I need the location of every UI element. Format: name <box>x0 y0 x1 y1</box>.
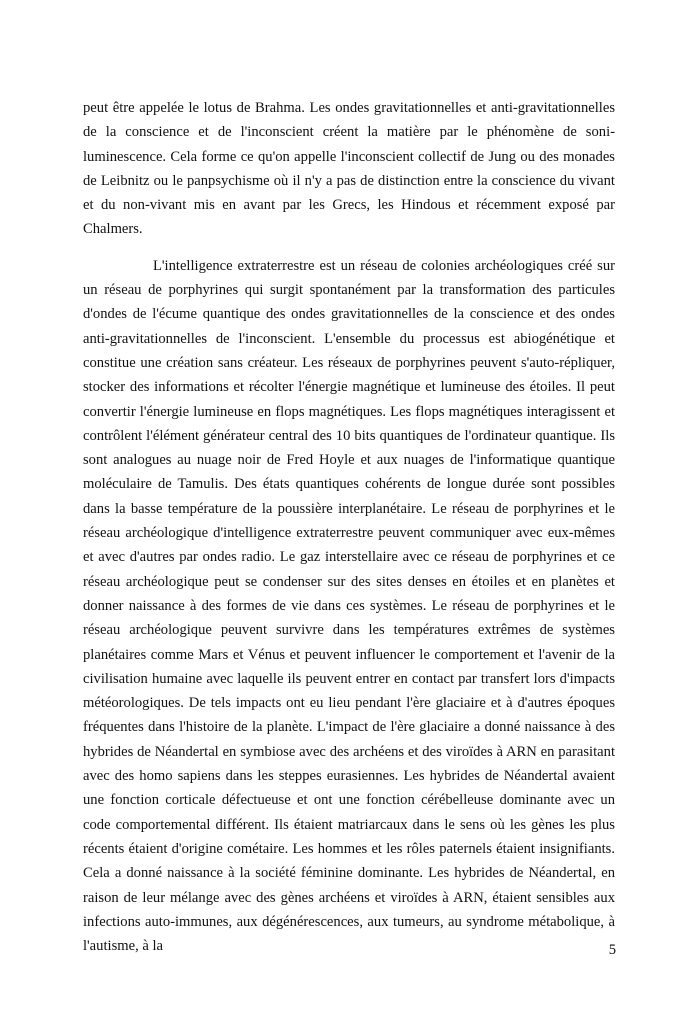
document-body <box>83 96 615 958</box>
paragraph-continuation: peut être appelée le lotus de Brahma. Les ondes gravitationnelles et anti-gravitationnelles de la conscience et de l'inconscient créent la matière par le phénomène de soni-luminescence. Cela forme ce qu'on appelle l'inconscient collectif de Jung ou des monades de Leibnitz ou le panpsychisme où il n'y a pas de distinction entre la conscience du vivant et du non-vivant mis en avant par les Grecs, les Hindous et récemment exposé par Chalmers. <box>83 100 615 238</box>
page-number: 5 <box>608 942 616 958</box>
paragraph-extraterrestrial-intelligence: L'intelligence extraterrestre est un réseau de colonies archéologiques créé sur un réseau de porphyrines qui surgit spontanément par la transformation des particules d'ondes de l'écume quantique des ondes gravitationnelles de la conscience et des ondes anti-gravitationnelles de l'inconscient. L'ensemble du processus est abiogénétique et constitue une création sans créateur. Les réseaux de porphyrines peuvent s'auto-répliquer, stocker des informations et récolter l'énergie magnétique et lumineuse des étoiles. Il peut convertir l'énergie lumineuse en flops magnétiques. Les flops magnétiques interagissent et contrôlent l'élément générateur central des 10 bits quantiques de l'ordinateur quantique. Ils sont analogues au nuage noir de Fred Hoyle et aux nuages de l'informatique quantique moléculaire de Tamulis. Des états quantiques cohérents de longue durée sont possibles dans la basse température de la poussière interplanétaire. Le réseau de porphyrines et le réseau archéologique d'intelligence extraterrestre peuvent communiquer avec eux-mêmes et avec d'autres par ondes radio. Le gaz interstellaire avec ce réseau de porphyrines et ce réseau archéologique peut se condenser sur des sites denses en étoiles et en planètes et donner naissance à des formes de vie dans ces systèmes. Le réseau de porphyrines et le réseau archéologique peuvent survivre dans les températures extrêmes de systèmes planétaires comme Mars et Vénus et peuvent influencer le comportement et l'avenir de la civilisation humaine avec laquelle ils peuvent entrer en contact par transfert lors d'impacts météorologiques. De tels impacts ont eu lieu pendant l'ère glaciaire et à d'autres époques fréquentes dans l'histoire de la planète. L'impact de l'ère glaciaire a donné naissance à des hybrides de Néandertal en symbiose avec des archéens et des viroïdes à ARN en parasitant avec des homo sapiens dans les steppes eurasiennes. Les hybrides de Néandertal avaient une fonction corticale défectueuse et ont une fonction cérébelleuse dominante avec un code comportemental différent. Ils étaient matriarcaux dans le sens où les gènes les plus récents étaient d'origine cométaire. Les hommes et les rôles paternels étaient insignifiants. Cela a donné naissance à la société féminine dominante. Les hybrides de Néandertal, en raison de leur mélange avec des gènes archéens et viroïdes à ARN, étaient sensibles aux infections auto-immunes, aux dégénérescences, aux tumeurs, au syndrome métabolique, à l'autisme, à la <box>83 257 615 955</box>
